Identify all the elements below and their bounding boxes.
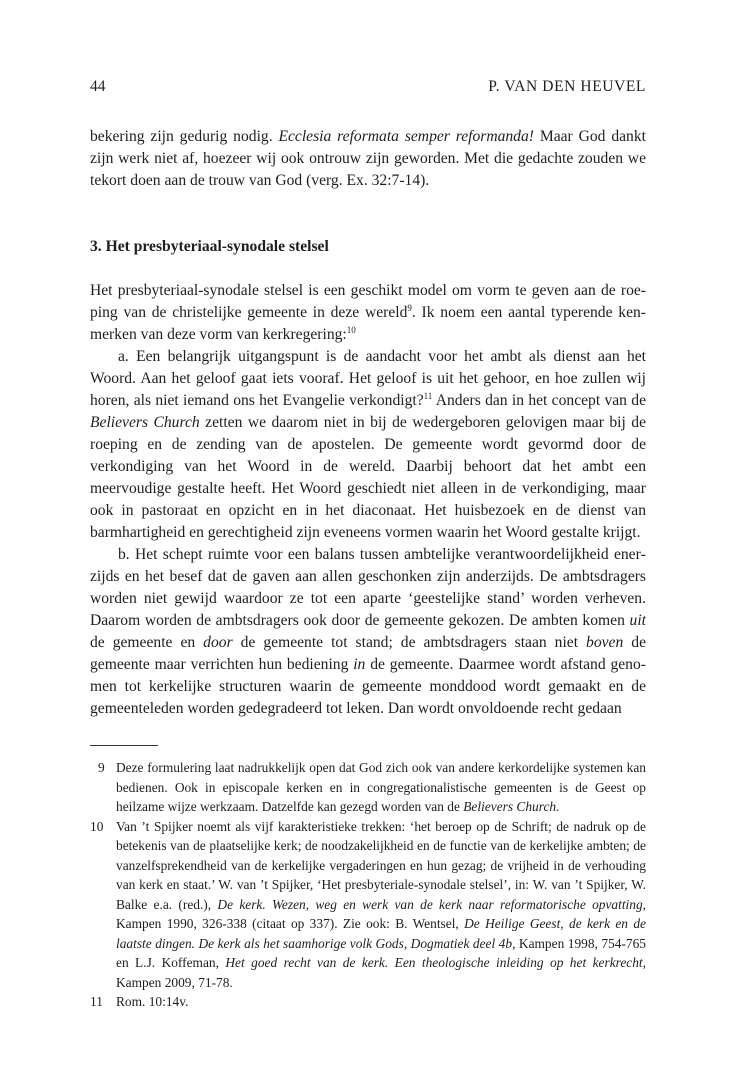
footnote-9	[90, 758, 646, 817]
running-header	[90, 78, 646, 96]
footnote-number: 9	[98, 760, 105, 775]
paragraph-1: bekering zijn gedurig nodig. Ecclesia reformata semper reformanda! Maar God dankt zijn werk niet af, hoezeer wij ook ontrouw zijn geworden. Met die gedachte zouden we tekort doen aan de trouw van God (verg. Ex. 32:7-14).	[90, 128, 646, 189]
footnote-11	[90, 992, 646, 1012]
paragraph-3: a. Een belangrijk uitgangspunt is de aandacht voor het ambt als dienst aan het Woord. Aan het geloof gaat iets vooraf. Het geloof is uit het gehoor, en hoe zullen wij horen, als niet iemand ons het Evangelie verkondigt?$^{11}$ Anders dan in het concept van de Believers Church zetten we daarom niet in bij de wedergeboren gelovigen maar bij de roeping en de zending van de apostelen. De gemeente wordt gevormd door de verkondiging van het Woord in de wereld. Daarbij behoort dat het ambt een meervoudige gestalte heeft. Het Woord geschiedt niet alleen in de verkondiging, maar ook in pastoraat en opzicht en in het diaconaat. Het huisbezoek en de dienst van barmhartigheid en gerechtigheid zijn eveneens vormen waarin het Woord gestalte krijgt.	[90, 348, 646, 541]
footnote-text: Van ’t Spijker noemt als vijf karakteristieke trekken: ‘het beroep op de Schrift; de nadruk op de betekenis van de plaatselijke kerk; de noodzakelijkheid en de functie van de kerkelijke ambten; de vanzelfsprekendheid van de kerkelijke vergaderingen en hun gezag; de vrijheid in de verhouding van kerk en staat.’ W. van ’t Spijker, ‘Het presbyteriale-synodale stelsel’, in: W. van ’t Spijker, W. Balke e.a. (red.), De kerk. Wezen, weg en werk van de kerk naar reformatorische opvatting, Kampen 1990, 326-338 (citaat op 337). Zie ook: B. Wentsel, De Heilige Geest, de kerk en de laatste dingen. De kerk als het saamhorige volk Gods, Dogmatiek deel 4b, Kampen 1998, 754-765 en L.J. Koffeman, Het goed recht van de kerk. Een theologische inleiding op het kerkrecht, Kampen 2009, 71-78.	[116, 818, 646, 990]
footnote-ref-9[interactable]: 9	[407, 303, 412, 313]
running-head-author: P. VAN DEN HEUVEL	[488, 78, 646, 95]
footnote-ref-10[interactable]: 10	[346, 325, 356, 335]
footnote-number: 10	[90, 818, 104, 834]
footnote-10	[90, 817, 646, 993]
paragraph-2: Het presbyteriaal-synodale stelsel is een geschikt model om vorm te geven aan de roeping van de christelijke gemeente in deze wereld$^9$. Ik noem een aantal typerende kenmerken van deze vorm van kerkregering:$^{10}$	[90, 282, 646, 343]
footnote-ref-11[interactable]: 11	[423, 391, 433, 401]
footnote-separator	[90, 745, 158, 746]
page-number: 44	[90, 78, 106, 95]
footnotes	[90, 758, 646, 1012]
footnote-number: 11	[90, 994, 103, 1009]
footnote-text: Rom. 10:14v.	[116, 994, 189, 1009]
footnote-text: Deze formulering laat nadrukkelijk open dat God zich ook van andere kerkordelijke systemen kan bedienen. Ook in episcopale kerken en in congregationalistische gemeenten is de Geest op heilzame wijze werkzaam. Datzelfde kan gezegd worden van de Believers Church.	[116, 760, 646, 814]
paragraph-4: b. Het schept ruimte voor een balans tussen ambtelijke verantwoordelijkheid enerzijds en het besef dat de gaven aan allen geschonken zijn anderzijds. De ambtsdragers worden niet gewijd waardoor ze tot een aparte ‘geestelijke stand’ worden verheven. Daarom worden de ambtsdragers ook door de gemeente gekozen. De ambten komen uit de gemeente en door de gemeente tot stand; de ambtsdragers staan niet boven de gemeente maar verrichten hun bediening in de gemeente. Daarmee wordt afstand genomen tot kerkelijke structuren waarin de gemeente monddood wordt gemaakt en de gemeenteleden worden gedegradeerd tot leken. Dan wordt onvoldoende recht gedaan	[90, 546, 646, 717]
section-heading: 3. Het presbyteriaal-synodale stelsel	[90, 238, 329, 255]
main-text	[90, 126, 646, 720]
